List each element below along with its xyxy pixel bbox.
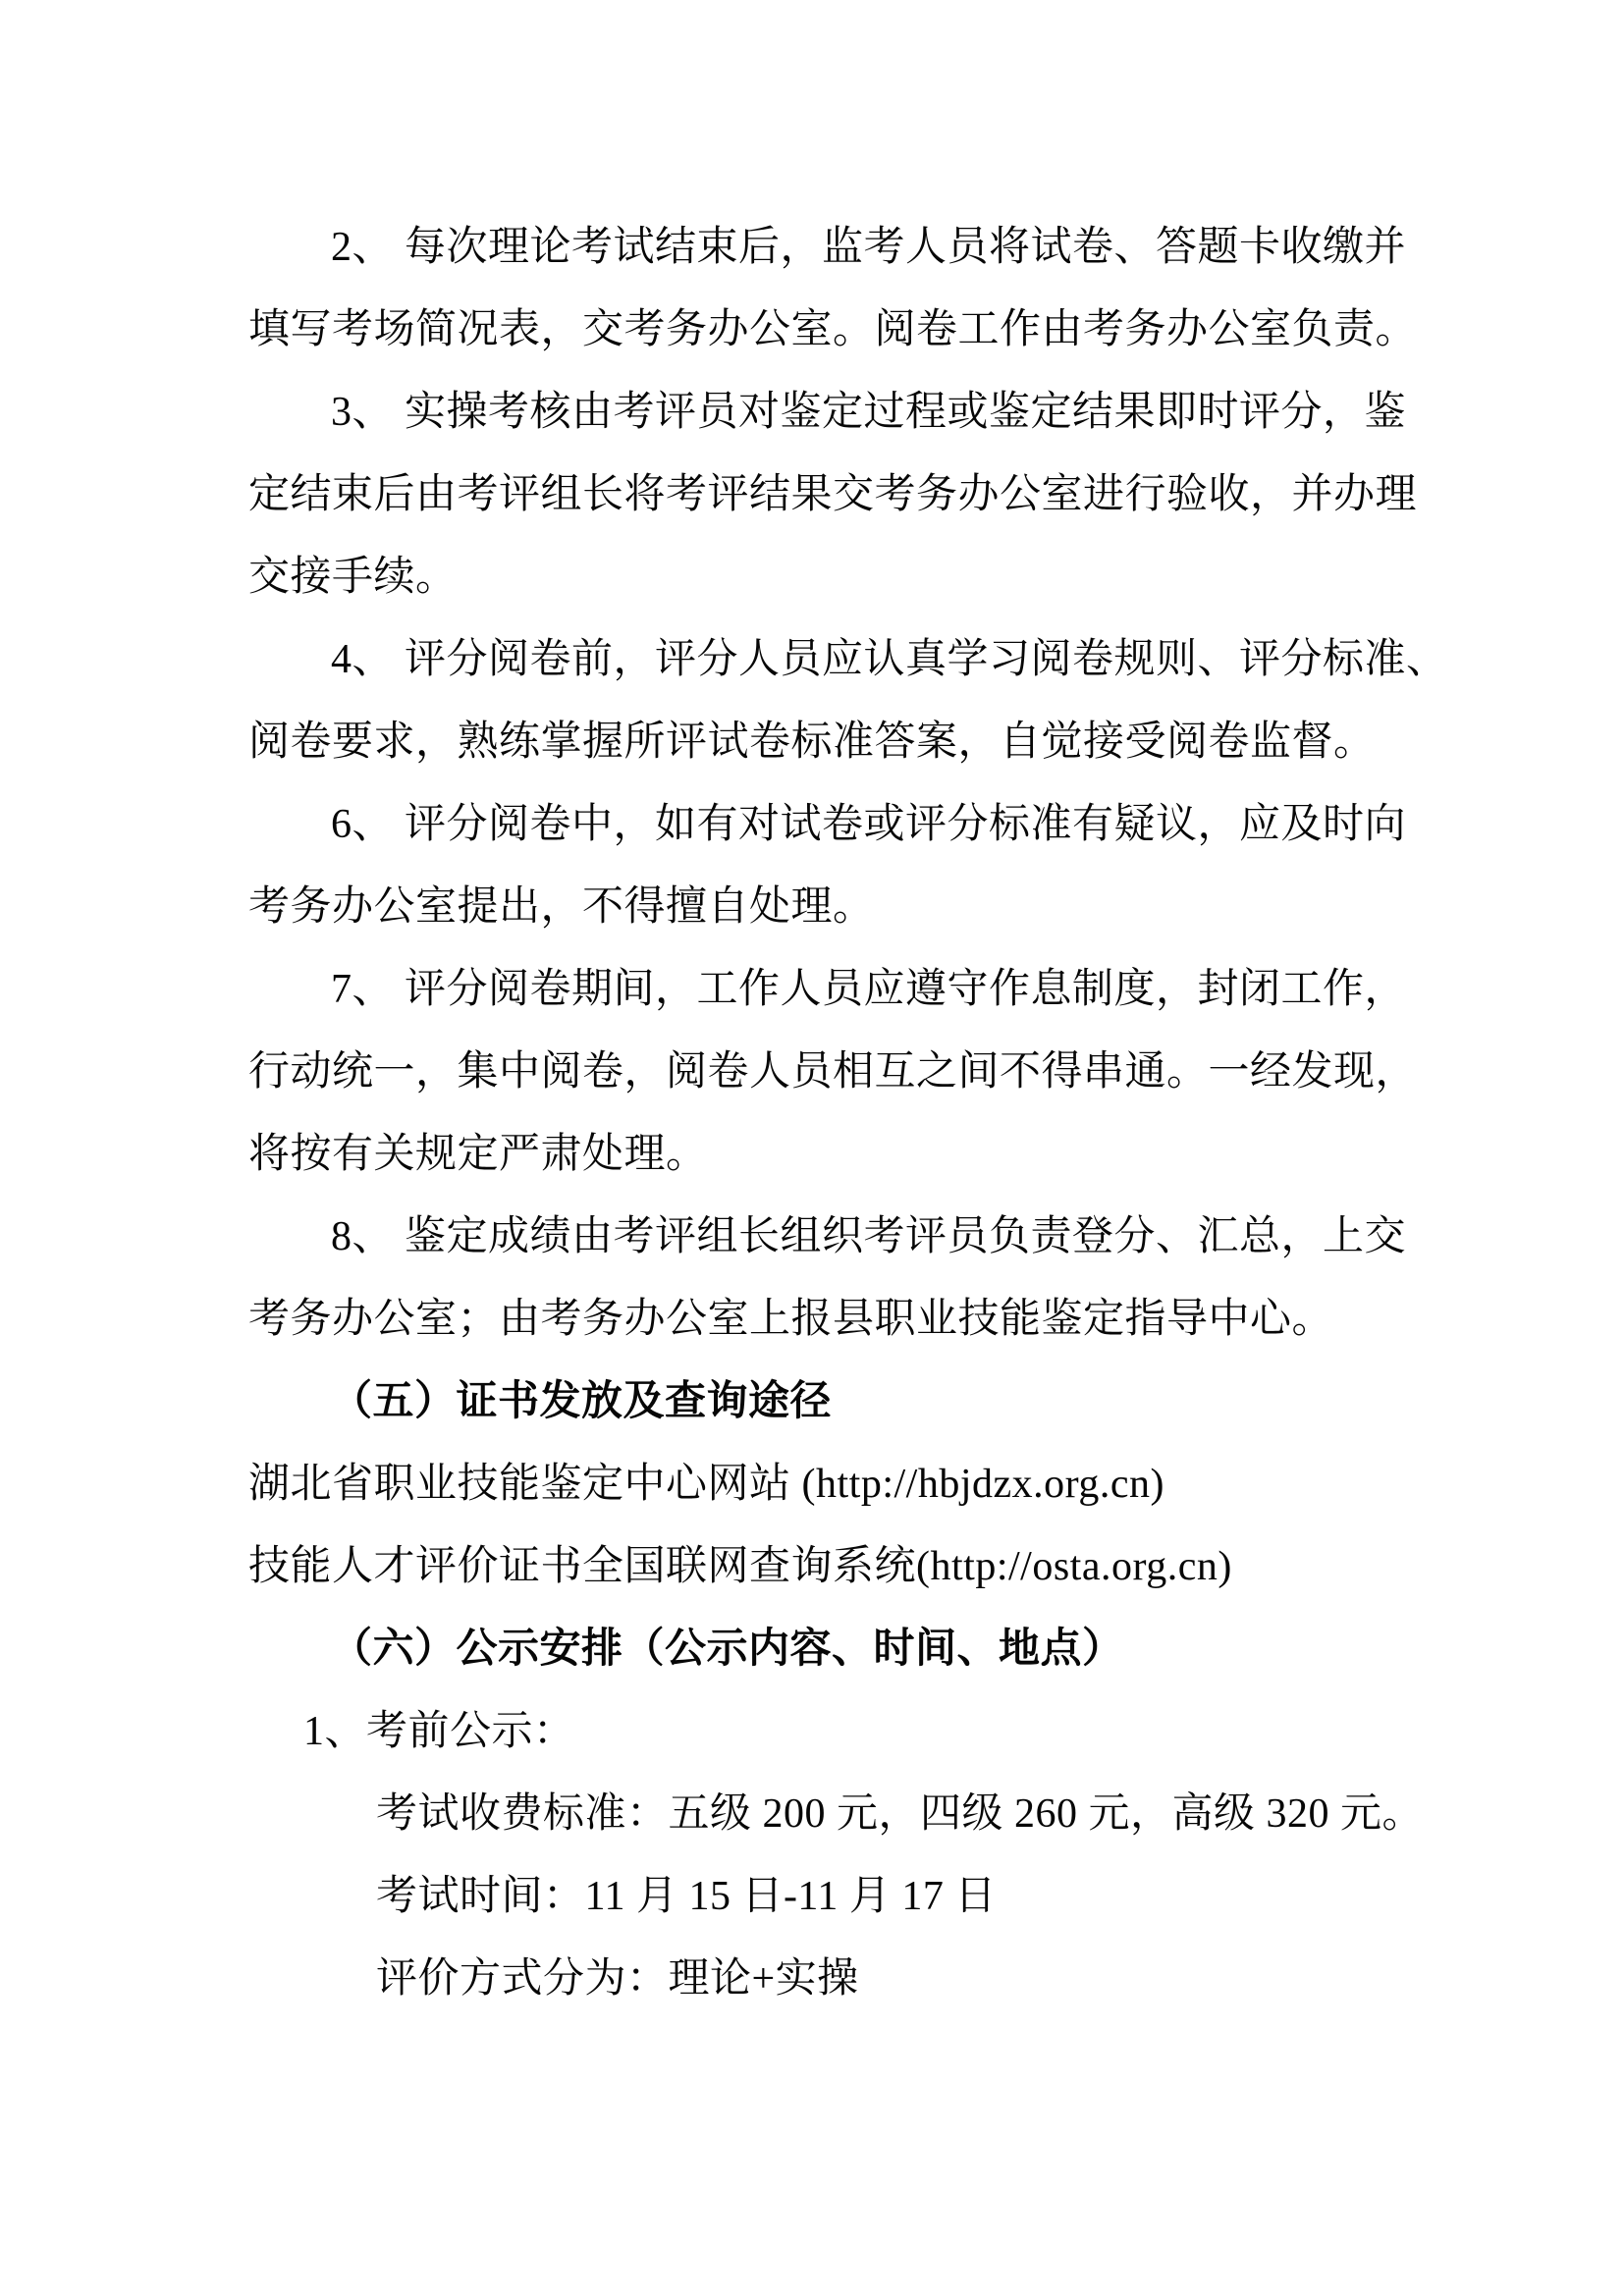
- detail-exam-fee: 考试收费标准：五级 200 元，四级 260 元，高级 320 元。: [376, 1791, 1425, 1837]
- para-6-line-1: 6、 评分阅卷中，如有对试卷或评分标准有疑议，应及时向: [331, 802, 1407, 847]
- detail-exam-time: 考试时间：11 月 15 日-11 月 17 日: [376, 1874, 997, 1919]
- para-3-line-1: 3、 实操考核由考评员对鉴定过程或鉴定结果即时评分，鉴: [331, 390, 1407, 435]
- para-7-line-3: 将按有关规定严肃处理。: [248, 1132, 708, 1177]
- list-item-1-pre-exam-notice: 1、考前公示：: [303, 1709, 575, 1754]
- detail-exam-method: 评价方式分为：理论+实操: [376, 1956, 859, 2002]
- para-6-line-2: 考务办公室提出，不得擅自处理。: [248, 884, 875, 930]
- document-body: [248, 206, 1448, 2020]
- para-3-line-3: 交接手续。: [248, 555, 458, 600]
- section-heading-5: （五）证书发放及查询途径: [331, 1379, 833, 1424]
- para-8-line-2: 考务办公室；由考务办公室上报县职业技能鉴定指导中心。: [248, 1297, 1334, 1342]
- para-4-line-1: 4、 评分阅卷前，评分人员应认真学习阅卷规则、评分标准、: [331, 637, 1448, 682]
- para-8-line-1: 8、 鉴定成绩由考评组长组织考评员负责登分、汇总，上交: [331, 1214, 1407, 1259]
- link-line-osta: 技能人才评价证书全国联网查询系统(http://osta.org.cn): [248, 1544, 1232, 1589]
- para-4-line-2: 阅卷要求，熟练掌握所评试卷标准答案，自觉接受阅卷监督。: [248, 720, 1376, 765]
- section-heading-6: （六）公示安排（公示内容、时间、地点）: [331, 1627, 1124, 1672]
- para-2-line-2: 填写考场简况表，交考务办公室。阅卷工作由考务办公室负责。: [248, 307, 1418, 352]
- para-2-line-1: 2、 每次理论考试结束后，监考人员将试卷、答题卡收缴并: [331, 225, 1407, 270]
- para-7-line-1: 7、 评分阅卷期间，工作人员应遵守作息制度，封闭工作，: [331, 967, 1407, 1012]
- para-7-line-2: 行动统一，集中阅卷，阅卷人员相互之间不得串通。一经发现，: [248, 1049, 1418, 1095]
- link-line-hbjdzx: 湖北省职业技能鉴定中心网站 (http://hbjdzx.org.cn): [248, 1462, 1164, 1507]
- para-3-line-2: 定结束后由考评组长将考评结果交考务办公室进行验收，并办理: [248, 472, 1418, 517]
